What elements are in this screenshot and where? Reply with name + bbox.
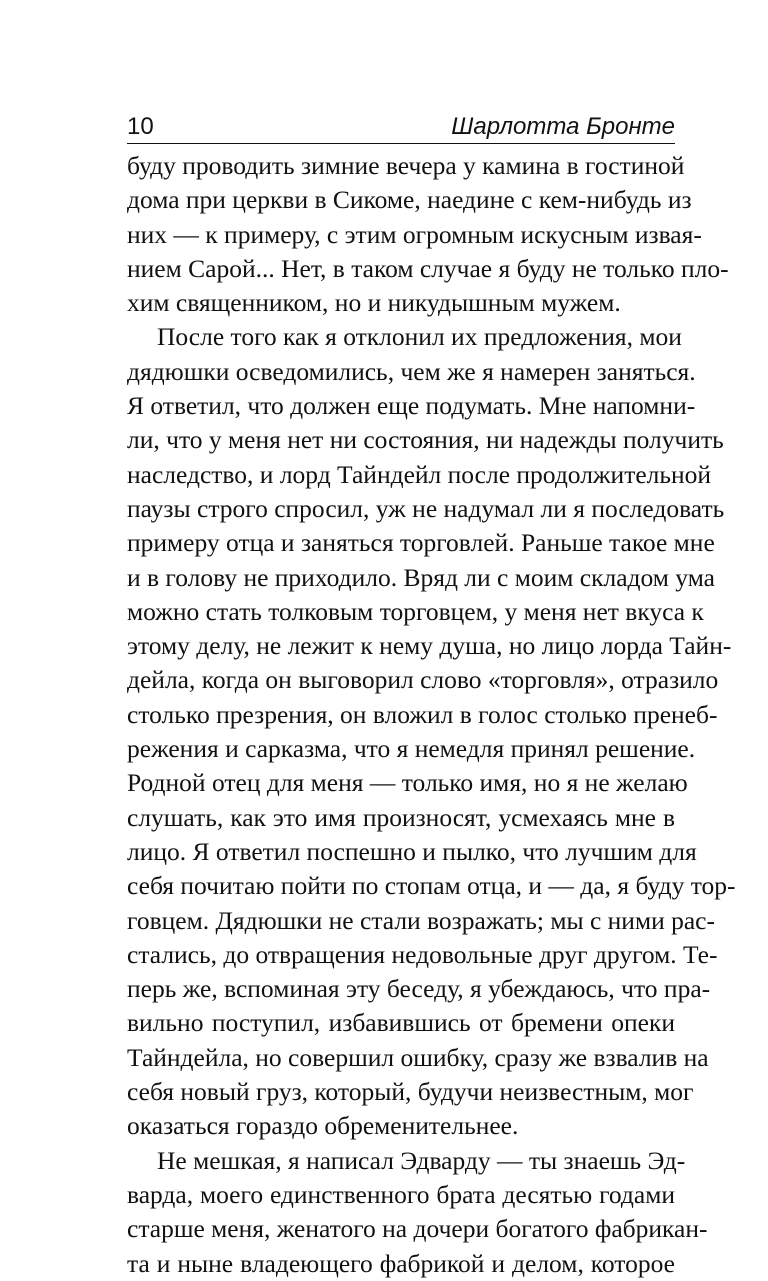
- text-line: дейла, когда он выговорил слово «торговля», отразило: [127, 665, 719, 695]
- text-line: перь же, вспоминая эту беседу, я убеждаюсь, что пра-: [127, 974, 711, 1004]
- running-head: [127, 108, 675, 142]
- running-head-author: Шарлотта Бронте: [451, 113, 675, 140]
- text-line: дядюшки осведомились, чем же я намерен заняться.: [127, 356, 696, 386]
- page-number: 10: [127, 113, 154, 140]
- text-line: себя почитаю пойти по стопам отца, и — да, я буду тор-: [127, 871, 736, 901]
- text-line: режения и сарказма, что я немедля принял решение.: [127, 734, 696, 764]
- text-line: оказаться гораздо обременительнее.: [127, 1111, 519, 1141]
- text-line: Не мешкая, я написал Эдварду — ты знаешь Эд-: [157, 1145, 686, 1175]
- text-line: примеру отца и заняться торговлей. Раньше такое мне: [127, 528, 715, 558]
- paragraph-3: [127, 1144, 708, 1281]
- text-line: Я ответил, что должен еще подумать. Мне напомни-: [127, 391, 696, 421]
- paragraph-1: [127, 149, 729, 320]
- text-line: них — к примеру, с этим огромным искусным извая-: [127, 219, 702, 249]
- text-line: Тайндейла, но совершил ошибку, сразу же взвалив на: [127, 1042, 709, 1072]
- text-line: вильно поступил, избавившись от бремени опеки: [127, 1008, 675, 1038]
- text-line: варда, моего единственного брата десятью годами: [127, 1179, 675, 1209]
- header-rule: [127, 143, 675, 144]
- text-line: та и ныне владеющего фабрикой и делом, которое: [127, 1248, 675, 1278]
- text-line: этому делу, не лежит к нему душа, но лицо лорда Тайн-: [127, 631, 732, 661]
- text-line: Родной отец для меня — только имя, но я не желаю: [127, 768, 688, 798]
- text-line: себя новый груз, который, будучи неизвестным, мог: [127, 1077, 694, 1107]
- text-line: старше меня, женатого на дочери богатого фабрикан-: [127, 1214, 708, 1244]
- text-line: хим священником, но и никудышным мужем.: [127, 288, 621, 318]
- text-line: дома при церкви в Сикоме, наедине с кем-нибудь из: [127, 185, 692, 215]
- text-line: паузы строго спросил, уж не надумал ли я последовать: [127, 493, 725, 523]
- text-line: После того как я отклонил их предложения, мои: [157, 322, 682, 352]
- text-line: лицо. Я ответил поспешно и пылко, что лучшим для: [127, 836, 697, 866]
- body-text: [127, 149, 736, 1281]
- text-line: ли, что у меня нет ни состояния, ни надежды получить: [127, 425, 724, 455]
- text-line: можно стать толковым торговцем, у меня нет вкуса к: [127, 596, 704, 626]
- text-line: стались, до отвращения недовольные друг другом. Те-: [127, 939, 718, 969]
- text-line: слушать, как это имя произносят, усмехаясь мне в: [127, 802, 675, 832]
- text-line: и в голову не приходило. Вряд ли с моим складом ума: [127, 562, 715, 592]
- text-line: нием Сарой... Нет, в таком случае я буду не только пло-: [127, 253, 729, 283]
- paragraph-2: [127, 320, 736, 1143]
- text-line: наследство, и лорд Тайндейл после продолжительной: [127, 459, 712, 489]
- text-line: буду проводить зимние вечера у камина в гостиной: [127, 151, 685, 180]
- text-line: столько презрения, он вложил в голос столько пренеб-: [127, 699, 718, 729]
- text-line: говцем. Дядюшки не стали возражать; мы с ними рас-: [127, 905, 715, 935]
